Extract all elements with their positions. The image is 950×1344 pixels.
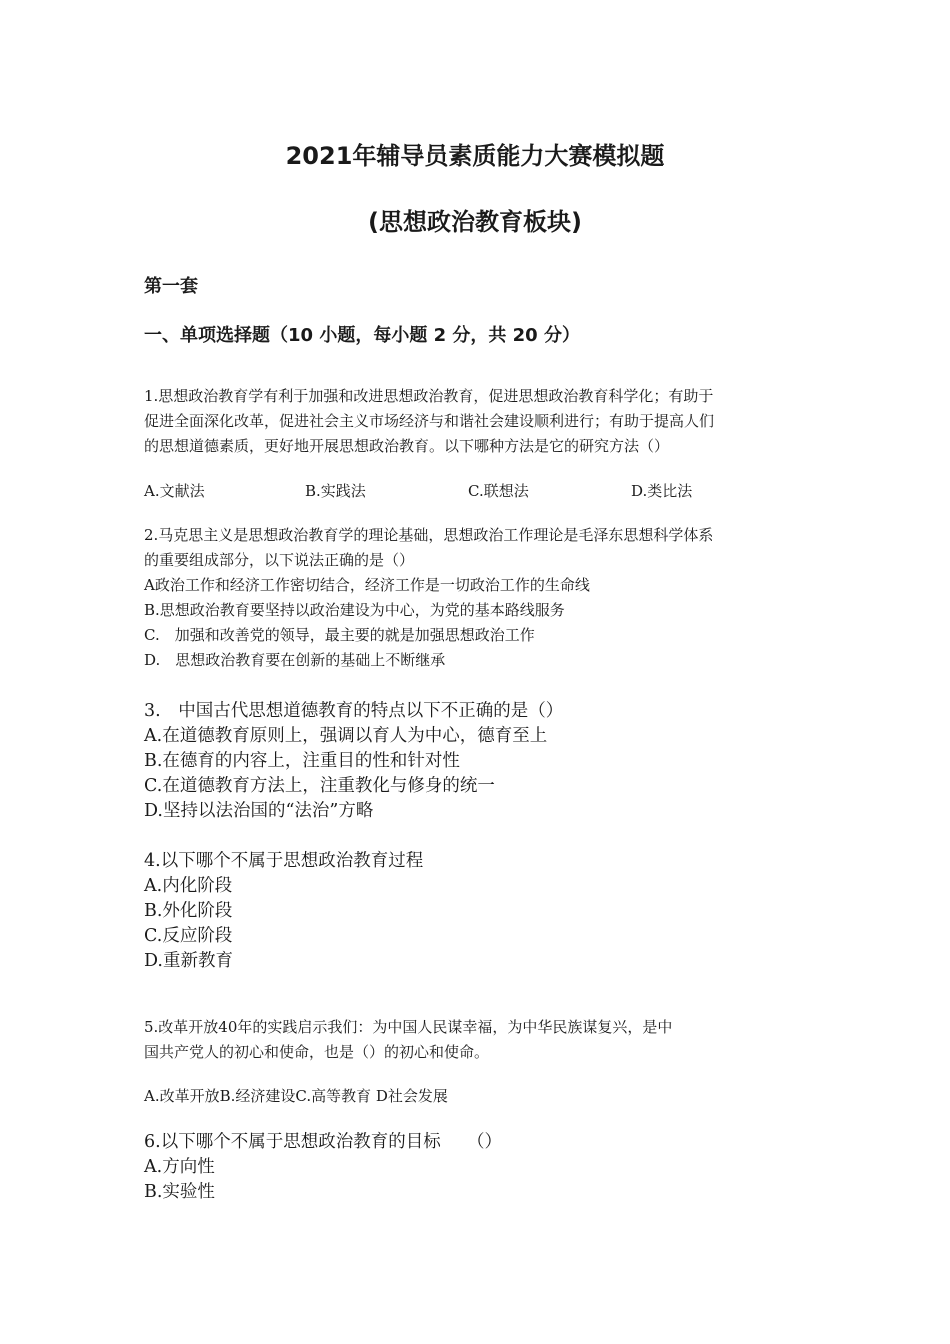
question-4-option-d: D.重新教育 [144,951,233,971]
question-6-option-a: A.方向性 [144,1157,215,1177]
question-3-option-d: D.坚持以法治国的“法治”方略 [144,801,374,821]
question-6-line-1: 6.以下哪个不属于思想政治教育的目标 （） [144,1132,502,1152]
question-1-option-d: D.类比法 [631,482,693,500]
section-heading: 一、单项选择题（10 小题，每小题 2 分，共 20 分） [144,325,580,346]
question-1-line-1: 1.思想政治教育学有利于加强和改进思想政治教育，促进思想政治教育科学化；有助于 [144,387,714,405]
question-1-option-a: A.文献法 [144,482,205,500]
document-subtitle: (思想政治教育板块) [368,208,582,236]
question-1-option-c: C.联想法 [468,482,529,500]
question-3-option-c: C.在道德教育方法上，注重教化与修身的统一 [144,776,495,796]
set-label: 第一套 [144,276,198,297]
question-3-line-1: 3. 中国古代思想道德教育的特点以下不正确的是（） [144,701,564,721]
question-1-line-2: 促进全面深化改革，促进社会主义市场经济与和谐社会建设顺利进行；有助于提高人们 [144,412,715,430]
question-4-option-a: A.内化阶段 [144,876,233,896]
question-2-option-b: B.思想政治教育要坚持以政治建设为中心，为党的基本路线服务 [144,601,565,619]
question-2-option-a: A政治工作和经济工作密切结合，经济工作是一切政治工作的生命线 [144,576,590,594]
question-2-option-c: C. 加强和改善党的领导，最主要的就是加强思想政治工作 [144,626,535,644]
question-2-line-2: 的重要组成部分，以下说法正确的是（） [144,551,415,569]
question-3-option-a: A.在道德教育原则上，强调以育人为中心，德育至上 [144,726,548,746]
question-5-line-2: 国共产党人的初心和使命，也是（）的初心和使命。 [144,1043,490,1061]
question-4-option-c: C.反应阶段 [144,926,233,946]
question-6-option-b: B.实验性 [144,1182,215,1202]
question-2-line-1: 2.马克思主义是思想政治教育学的理论基础，思想政治工作理论是毛泽东思想科学体系 [144,526,714,544]
question-5-line-1: 5.改革开放40年的实践启示我们：为中国人民谋幸福，为中华民族谋复兴，是中 [144,1018,673,1036]
question-4-line-1: 4.以下哪个不属于思想政治教育过程 [144,851,424,871]
question-2-option-d: D. 思想政治教育要在创新的基础上不断继承 [144,651,446,669]
question-3-option-b: B.在德育的内容上，注重目的性和针对性 [144,751,460,771]
question-4-option-b: B.外化阶段 [144,901,233,921]
question-1-option-b: B.实践法 [305,482,366,500]
question-1-line-3: 的思想道德素质，更好地开展思想政治教育。以下哪种方法是它的研究方法（） [144,437,670,455]
document-title: 2021年辅导员素质能力大赛模拟题 [285,142,665,170]
question-5-options: A.改革开放B.经济建设C.高等教育 D社会发展 [144,1087,448,1105]
